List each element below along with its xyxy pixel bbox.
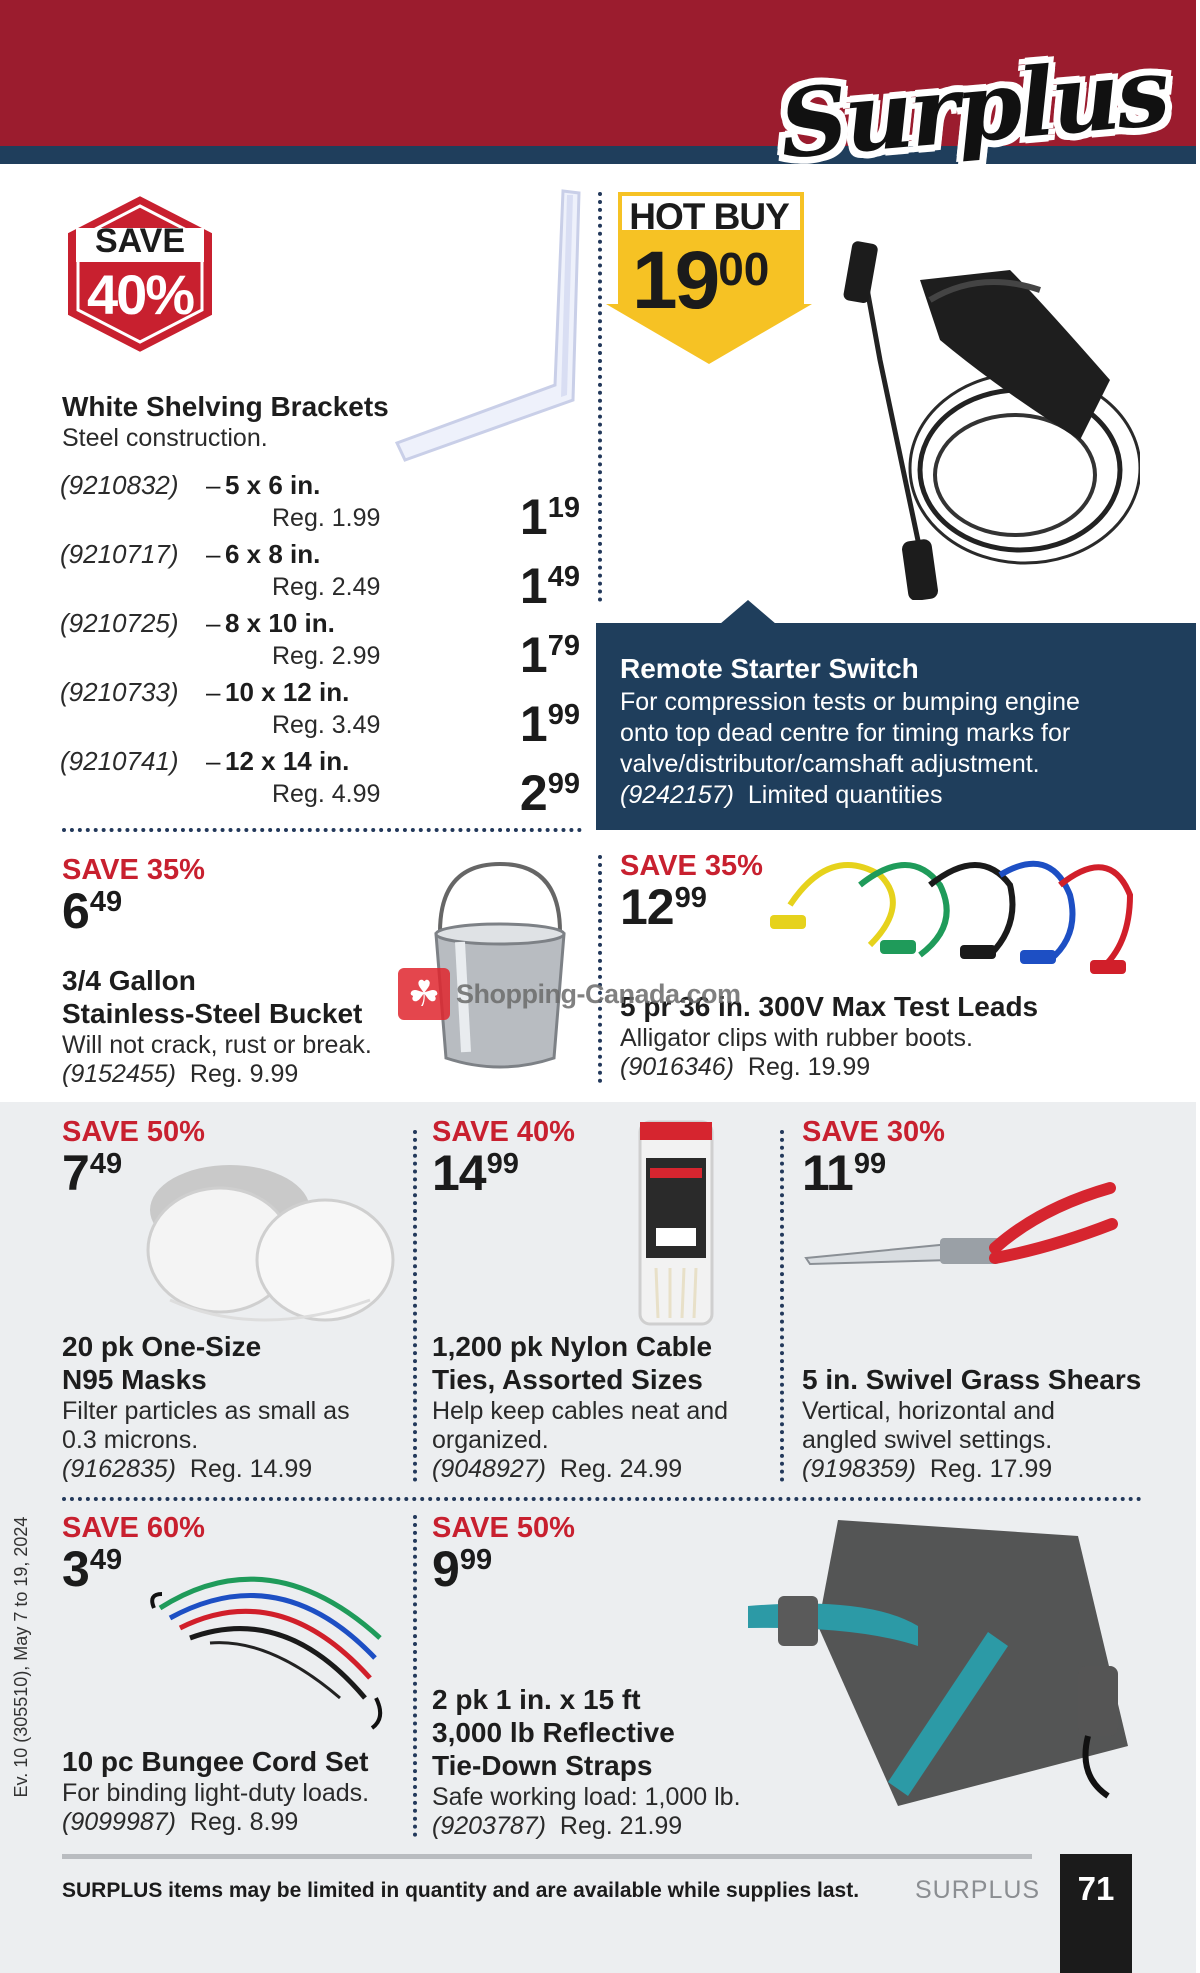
- ties-sku: (9048927) Reg. 24.99: [432, 1455, 683, 1483]
- size-sku: (9210741): [60, 746, 179, 776]
- grass-shears-image: [800, 1178, 1120, 1288]
- size-row: [60, 608, 580, 683]
- shears-sku: (9198359) Reg. 17.99: [802, 1455, 1053, 1483]
- shears-price: $11^{99}$: [802, 1145, 887, 1201]
- bucket-sku: (9152455) Reg. 9.99: [62, 1060, 299, 1088]
- leads-title: 5 pr 36 in. 300V Max Test Leads: [620, 991, 1039, 1022]
- ties-desc-1: Help keep cables neat and: [432, 1397, 729, 1425]
- size-dash: –: [206, 746, 221, 776]
- bungee-save: SAVE 60%: [62, 1512, 205, 1544]
- divider-v-top: [598, 192, 602, 602]
- straps-title-1: 2 pk 1 in. x 15 ft: [432, 1684, 641, 1715]
- size-reg-price: Reg. 2.49: [272, 573, 381, 601]
- masks-desc-1: Filter particles as small as: [62, 1397, 350, 1425]
- straps-save: SAVE 50%: [432, 1512, 575, 1544]
- size-row: [60, 470, 580, 545]
- size-dash: –: [206, 470, 221, 500]
- remote-desc-1: For compression tests or bumping engine: [620, 688, 1080, 716]
- footer-rule: [62, 1854, 1032, 1859]
- hot-buy-label: HOT BUY: [629, 196, 789, 237]
- ties-save: SAVE 40%: [432, 1116, 575, 1148]
- size-label: 5 x 6 in.: [225, 470, 321, 500]
- size-label: 12 x 14 in.: [225, 746, 350, 776]
- remote-desc-3: valve/distributor/camshaft adjustment.: [620, 750, 1040, 778]
- size-row: [60, 677, 580, 752]
- brackets-desc: Steel construction.: [62, 424, 268, 452]
- test-leads-image: [770, 845, 1140, 985]
- tie-down-straps-image: [748, 1516, 1148, 1816]
- size-label: 10 x 12 in.: [225, 677, 350, 707]
- bucket-save: SAVE 35%: [62, 854, 205, 886]
- shears-desc-2: angled swivel settings.: [802, 1426, 1053, 1454]
- masks-sku: (9162835) Reg. 14.99: [62, 1455, 313, 1483]
- masks-image: [140, 1150, 400, 1330]
- remote-info-box-notch: [720, 600, 776, 624]
- masks-save: SAVE 50%: [62, 1116, 205, 1148]
- straps-title-2: 3,000 lb Reflective: [432, 1717, 675, 1748]
- remote-desc-2: onto top dead centre for timing marks for: [620, 719, 1071, 747]
- leads-sku: (9016346) Reg. 19.99: [620, 1053, 871, 1081]
- size-dash: –: [206, 608, 221, 638]
- side-note: Ev. 10 (305510), May 7 to 19, 2024: [11, 1516, 31, 1798]
- size-dash: –: [206, 539, 221, 569]
- bungee-sku: (9099987) Reg. 8.99: [62, 1808, 299, 1836]
- size-sku: (9210725): [60, 608, 179, 638]
- ties-desc-2: organized.: [432, 1426, 549, 1454]
- size-price: $1^{19}$: [519, 489, 580, 545]
- masks-price: $7^{49}$: [62, 1145, 123, 1201]
- bungee-price: $3^{49}$: [62, 1541, 123, 1597]
- divider-v-row2a: [413, 1130, 417, 1482]
- bungee-cords-image: [150, 1548, 400, 1738]
- straps-title-3: Tie-Down Straps: [432, 1750, 653, 1781]
- size-reg-price: Reg. 3.49: [272, 711, 381, 739]
- bungee-desc: For binding light-duty loads.: [62, 1779, 370, 1807]
- size-reg-price: Reg. 2.99: [272, 642, 381, 670]
- shears-desc-1: Vertical, horizontal and: [802, 1397, 1055, 1425]
- watermark: ☘ Shopping-Canada.com: [398, 968, 741, 1020]
- header-right-margin: [1196, 0, 1200, 1973]
- ties-price: $14^{99}$: [432, 1145, 519, 1201]
- size-reg-price: Reg. 1.99: [272, 504, 381, 532]
- size-row: [60, 539, 580, 614]
- straps-sku: (9203787) Reg. 21.99: [432, 1812, 683, 1840]
- straps-price: $9^{99}$: [432, 1541, 493, 1597]
- size-price: $1^{49}$: [519, 558, 580, 614]
- divider-h-row2: [62, 1497, 1142, 1501]
- bungee-title: 10 pc Bungee Cord Set: [62, 1746, 369, 1777]
- bucket-image: [430, 862, 570, 1072]
- ties-title-1: 1,200 pk Nylon Cable: [432, 1331, 713, 1362]
- size-price: $1^{79}$: [519, 627, 580, 683]
- divider-h-top: [62, 828, 582, 832]
- size-dash: –: [206, 677, 221, 707]
- shelf-bracket-image: [395, 185, 590, 465]
- masks-title-1: 20 pk One-Size: [62, 1331, 262, 1362]
- size-sku: (9210733): [60, 677, 179, 707]
- size-label: 8 x 10 in.: [225, 608, 335, 638]
- shears-save: SAVE 30%: [802, 1116, 945, 1148]
- remote-starter-image: [800, 240, 1140, 600]
- remote-sku-line: (9242157) Limited quantities: [620, 781, 943, 809]
- bucket-desc: Will not crack, rust or break.: [62, 1031, 372, 1059]
- footer-note: SURPLUS items may be limited in quantity and are available while supplies last.: [62, 1879, 860, 1902]
- masks-desc-2: 0.3 microns.: [62, 1426, 199, 1454]
- hot-buy-price: $19^{00}$: [632, 235, 770, 326]
- shears-title: 5 in. Swivel Grass Shears: [802, 1364, 1142, 1395]
- cable-ties-image: [636, 1118, 716, 1328]
- ties-title-2: Ties, Assorted Sizes: [432, 1364, 703, 1395]
- maple-leaf-icon: ☘: [398, 968, 450, 1020]
- brand-logo: Surplus: [775, 37, 1172, 181]
- size-reg-price: Reg. 4.99: [272, 780, 381, 808]
- leads-desc: Alligator clips with rubber boots.: [620, 1024, 973, 1052]
- size-sku: (9210832): [60, 470, 179, 500]
- remote-title: Remote Starter Switch: [620, 653, 919, 684]
- size-price: $2^{99}$: [519, 765, 580, 821]
- leads-price: $12^{99}$: [620, 879, 707, 935]
- size-row: [60, 746, 580, 821]
- divider-v-row2b: [780, 1130, 784, 1482]
- bucket-title-1: 3/4 Gallon: [62, 965, 196, 996]
- straps-desc: Safe working load: 1,000 lb.: [432, 1783, 741, 1811]
- leads-save: SAVE 35%: [620, 850, 763, 882]
- masks-title-2: N95 Masks: [62, 1364, 207, 1395]
- save-badge-pct: 40%: [86, 263, 194, 326]
- brackets-title: White Shelving Brackets: [62, 391, 389, 422]
- footer-section: SURPLUS: [915, 1876, 1041, 1904]
- divider-v-row3: [413, 1515, 417, 1837]
- bucket-title-2: Stainless-Steel Bucket: [62, 998, 363, 1029]
- size-label: 6 x 8 in.: [225, 539, 321, 569]
- size-sku: (9210717): [60, 539, 179, 569]
- bucket-price: $6^{49}$: [62, 883, 123, 939]
- save-badge-top: SAVE: [94, 222, 186, 260]
- size-price: $1^{99}$: [519, 696, 580, 752]
- page-number: 71: [1077, 1870, 1115, 1907]
